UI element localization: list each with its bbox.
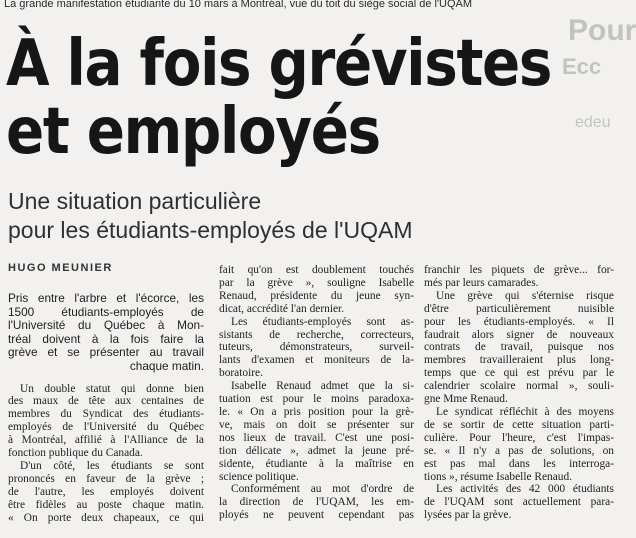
text-line: sidente, étudiante à la maîtrise en bbox=[219, 457, 414, 470]
text-line: membres du Syndicat des étudiants- bbox=[8, 408, 204, 421]
subtitle bbox=[8, 187, 608, 245]
text-line: chaque matin. bbox=[129, 358, 204, 373]
text-line: employés de l'Université du Québec bbox=[8, 421, 204, 434]
text-line: Pris entre l'arbre et l'écorce, les bbox=[8, 291, 204, 305]
text-line: l'Université du Québec à Mon- bbox=[8, 318, 204, 333]
text-line: par la grève », souligne Isabelle bbox=[219, 276, 414, 289]
text-line: à Montréal, affilié à l'Alliance de la bbox=[8, 434, 204, 447]
text-line: més par leurs camarades. bbox=[424, 276, 539, 289]
text-line: Un double statut qui donne bien bbox=[20, 382, 204, 395]
text-line: grève et se présenter au travail bbox=[8, 345, 204, 360]
text-line: de l'autre, les employés doivent bbox=[8, 485, 204, 498]
paragraph bbox=[8, 383, 204, 460]
text-line: tion délicate », admet la jeune pré- bbox=[219, 444, 414, 457]
text-line: membres travailleraient plus long- bbox=[424, 354, 614, 367]
text-line: « On porte deux chapeaux, ce qui bbox=[8, 511, 204, 524]
paragraph bbox=[424, 406, 614, 483]
text-line: fait qu'on est doublement touchés bbox=[219, 264, 414, 276]
text-line: calendrier scolaire normal », souli- bbox=[424, 380, 614, 393]
text-line: D'un côté, les étudiants se sont bbox=[20, 460, 204, 472]
article-column-2 bbox=[219, 264, 414, 522]
text-line: d'être particulièrement nuisible bbox=[424, 302, 614, 315]
text-line: prononcés en faveur de la grève ; bbox=[8, 472, 204, 485]
headline-line-2: et employés bbox=[6, 95, 380, 169]
article-column-3 bbox=[424, 264, 614, 522]
text-line: tions », résume Isabelle Renaud. bbox=[424, 470, 573, 483]
text-line: sistants de recherche, correcteurs, bbox=[219, 328, 414, 341]
subtitle-line-1: Une situation particulière bbox=[8, 188, 262, 214]
text-line: des maux de tête aux centaines de bbox=[8, 395, 204, 408]
paragraph bbox=[219, 483, 414, 522]
article-column-1 bbox=[8, 292, 204, 525]
text-line: ve, mais on doit se présenter sur bbox=[219, 418, 414, 431]
text-line: dicat, accrédité l'an dernier. bbox=[219, 302, 345, 315]
text-line: est pas mal dans les interroga- bbox=[424, 457, 614, 470]
text-line: culière. Pour l'heure, c'est l'impas- bbox=[424, 431, 614, 444]
text-line: le. « On a pris position pour la grè- bbox=[219, 405, 414, 418]
byline: HUGO MEUNIER bbox=[8, 262, 113, 274]
headline bbox=[6, 27, 552, 169]
text-line: Les activités des 42 000 étudiants bbox=[436, 483, 614, 496]
text-line: tuation est pour le moins paradoxa- bbox=[219, 393, 414, 406]
text-line: Renaud, présidente du jeune syn- bbox=[219, 289, 414, 302]
text-line: pour les étudiants-employés. « Il bbox=[424, 315, 614, 328]
text-line: Les étudiants-employés sont as- bbox=[231, 315, 414, 328]
text-line: 1500 étudiants-employés de bbox=[8, 304, 204, 319]
text-line: boratoire. bbox=[219, 367, 263, 380]
text-line: être fidèles au poste chaque matin. bbox=[8, 498, 204, 511]
text-line: lants d'examen et moniteurs de la- bbox=[219, 354, 414, 367]
text-line: lysées par la grève. bbox=[424, 509, 512, 522]
photo-caption: La grande manifestation étudiante du 10 mars à Montréal, vue du toit du siège social de l'UQAM bbox=[4, 0, 473, 10]
paragraph bbox=[219, 380, 414, 483]
paragraph bbox=[219, 316, 414, 381]
text-line: ployés ne peuvent cependant pas bbox=[219, 509, 414, 522]
paragraph bbox=[219, 264, 414, 316]
paragraph bbox=[424, 290, 614, 406]
paragraph bbox=[424, 483, 614, 522]
headline-line-1: À la fois grévistes bbox=[6, 27, 552, 101]
paragraph bbox=[8, 460, 204, 525]
text-line: contrats de travail, puisque nos bbox=[424, 341, 614, 354]
text-line: de l'UQAM sont actuellement para- bbox=[424, 496, 614, 509]
text-line: Isabelle Renaud admet que la si- bbox=[231, 380, 414, 393]
text-line: faudrait alors signer de nouveaux bbox=[424, 328, 614, 341]
text-line: se. « Il n'y a pas de solutions, on bbox=[424, 444, 614, 457]
text-line: science politique. bbox=[219, 470, 299, 483]
lede-paragraph bbox=[8, 292, 204, 374]
paragraph bbox=[424, 264, 614, 290]
text-line: Conformément au mot d'ordre de bbox=[231, 483, 414, 496]
text-line: de se sortir de cette situation parti- bbox=[424, 418, 614, 431]
text-line: Une grève qui s'éternise risque bbox=[436, 289, 614, 302]
text-line: Le syndicat réfléchit à des moyens bbox=[436, 405, 614, 418]
text-line: franchir les piquets de grève... for- bbox=[424, 264, 614, 276]
text-line: tuteurs, démonstrateurs, surveil- bbox=[219, 341, 414, 354]
text-line: gne Mme Renaud. bbox=[424, 393, 508, 406]
subtitle-line-2: pour les étudiants-employés de l'UQAM bbox=[8, 217, 413, 243]
text-line: temps que ce qui est prévu par le bbox=[424, 367, 614, 380]
text-line: nos lieux de travail. C'est une posi- bbox=[219, 431, 414, 444]
text-line: la direction de l'UQAM, les em- bbox=[219, 496, 414, 509]
bleed-through-text: Pour Ecc edeu bbox=[562, 14, 636, 131]
text-line: fonction publique du Canada. bbox=[8, 447, 143, 460]
text-line: tréal doivent à la fois faire la bbox=[8, 331, 204, 346]
